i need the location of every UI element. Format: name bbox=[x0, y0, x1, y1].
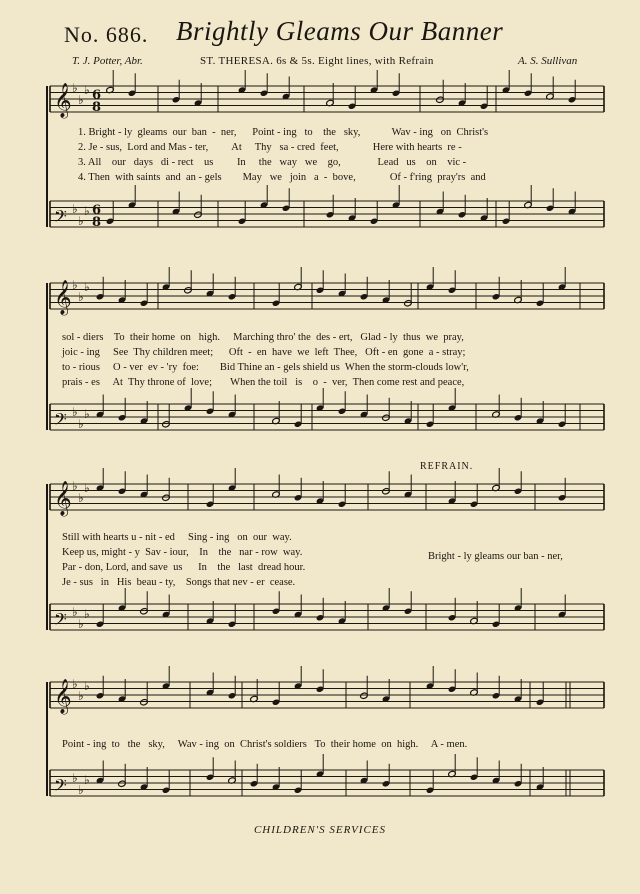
svg-text:𝄞: 𝄞 bbox=[54, 481, 72, 516]
system1-verse2: 2. Je - sus, Lord and Mas - ter, At Thy sa - cred feet, Here with hearts re - bbox=[78, 142, 462, 153]
svg-text:𝄞: 𝄞 bbox=[54, 280, 72, 315]
svg-text:𝄢: 𝄢 bbox=[54, 409, 67, 433]
composer-credit: A. S. Sullivan bbox=[518, 55, 578, 67]
svg-text:𝄞: 𝄞 bbox=[54, 83, 72, 118]
svg-text:♭: ♭ bbox=[78, 290, 84, 304]
svg-text:6: 6 bbox=[92, 88, 102, 103]
system2-verse2: joic - ing See Thy children meet; Oft - en have we left Thee, Oft - en gone a - stray; bbox=[62, 347, 466, 358]
system2-verse4: prais - es At Thy throne of love; When the toil is o - ver, Then come rest and peace, bbox=[62, 377, 465, 388]
svg-text:♭: ♭ bbox=[84, 280, 90, 294]
svg-text:𝄞: 𝄞 bbox=[54, 679, 72, 714]
svg-text:♭: ♭ bbox=[78, 783, 84, 797]
svg-text:♭: ♭ bbox=[78, 617, 84, 631]
hymn-title: Brightly Gleams Our Banner bbox=[176, 16, 504, 46]
system1-verse4: 4. Then with saints and an - gels May we join a - bove, Of - f'ring pray'rs and bbox=[78, 172, 486, 183]
svg-text:♭: ♭ bbox=[72, 81, 78, 95]
svg-text:♭: ♭ bbox=[84, 83, 90, 97]
system1-verse1: 1. Bright - ly gleams our ban - ner, Point - ing to the sky, Wav - ing on Christ's bbox=[78, 127, 489, 138]
system2-verse3: to - rious O - ver ev - 'ry foe: Bid Thine an - gels shield us When the storm-clouds low'r, bbox=[62, 362, 469, 373]
author-credit: T. J. Potter, Abr. bbox=[72, 55, 143, 67]
svg-text:𝄢: 𝄢 bbox=[54, 775, 67, 799]
svg-text:♭: ♭ bbox=[72, 202, 78, 216]
svg-text:♭: ♭ bbox=[78, 214, 84, 228]
system3-verse3: Par - don, Lord, and save us In the last dread hour. bbox=[62, 562, 306, 573]
svg-text:𝄢: 𝄢 bbox=[54, 206, 67, 230]
svg-text:♭: ♭ bbox=[72, 278, 78, 292]
refrain-lyric: Bright - ly gleams our ban - ner, bbox=[428, 551, 563, 562]
system2-verse1: sol - diers To their home on high. Marching thro' the des - ert, Glad - ly thus we pray, bbox=[62, 332, 464, 343]
system1-verse3: 3. All our days di - rect us In the way we go, Lead us on vic - bbox=[78, 157, 467, 168]
svg-text:♭: ♭ bbox=[72, 479, 78, 493]
svg-text:♭: ♭ bbox=[84, 607, 90, 621]
svg-text:♭: ♭ bbox=[84, 204, 90, 218]
svg-text:♭: ♭ bbox=[84, 679, 90, 693]
system4-lyric: Point - ing to the sky, Wav - ing on Christ's soldiers To their home on high. A - men. bbox=[62, 739, 468, 750]
svg-text:♭: ♭ bbox=[84, 407, 90, 421]
svg-text:♭: ♭ bbox=[78, 689, 84, 703]
svg-text:♭: ♭ bbox=[72, 771, 78, 785]
svg-text:8: 8 bbox=[92, 100, 102, 115]
page-footer: CHILDREN'S SERVICES bbox=[253, 824, 387, 836]
system3-verse2: Keep us, might - y Sav - iour, In the nar - row way. bbox=[62, 547, 303, 558]
svg-text:♭: ♭ bbox=[78, 93, 84, 107]
svg-text:♭: ♭ bbox=[84, 481, 90, 495]
svg-text:♭: ♭ bbox=[84, 773, 90, 787]
system3-verse4: Je - sus in His beau - ty, Songs that nev - er cease. bbox=[62, 577, 296, 588]
svg-text:𝄢: 𝄢 bbox=[54, 609, 67, 633]
hymn-number: No. 686. bbox=[64, 22, 149, 47]
system3-verse1: Still with hearts u - nit - ed Sing - ing on our way. bbox=[62, 532, 292, 543]
svg-text:8: 8 bbox=[92, 215, 102, 230]
svg-text:♭: ♭ bbox=[72, 677, 78, 691]
svg-text:♭: ♭ bbox=[78, 417, 84, 431]
svg-text:♭: ♭ bbox=[72, 605, 78, 619]
svg-text:♭: ♭ bbox=[72, 405, 78, 419]
svg-text:♭: ♭ bbox=[78, 491, 84, 505]
svg-text:6: 6 bbox=[92, 203, 102, 218]
refrain-label: REFRAIN. bbox=[420, 461, 474, 472]
tune-info: ST. THERESA. 6s & 5s. Eight lines, with Refrain bbox=[200, 55, 434, 67]
